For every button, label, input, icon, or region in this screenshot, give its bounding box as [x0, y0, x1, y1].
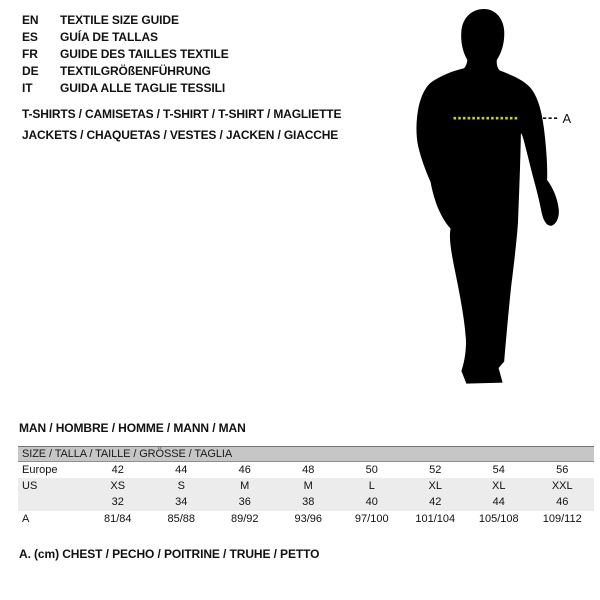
size-table — [18, 446, 594, 528]
language-code: FR — [22, 47, 38, 61]
list-item — [22, 29, 229, 46]
row-label: Europe — [22, 464, 58, 476]
list-item — [22, 46, 229, 63]
table-cell: 44 — [492, 496, 505, 508]
language-guide-list — [22, 12, 229, 97]
table-cell: 85/88 — [167, 513, 196, 525]
table-cell: 36 — [238, 496, 251, 508]
man-silhouette — [416, 9, 558, 384]
list-item — [22, 63, 229, 80]
language-code: DE — [22, 64, 39, 78]
table-cell: M — [240, 480, 250, 492]
guide-title: TEXTILE SIZE GUIDE — [60, 13, 179, 27]
table-cell: 40 — [365, 496, 378, 508]
table-row-us-numeric — [18, 494, 594, 511]
guide-title: GUÍA DE TALLAS — [60, 30, 158, 44]
measurement-footnote: A. (cm) CHEST / PECHO / POITRINE / TRUHE / PETTO — [19, 547, 320, 561]
section-heading-man: MAN / HOMBRE / HOMME / MANN / MAN — [19, 421, 246, 435]
table-cell: 54 — [492, 464, 505, 476]
table-cell: 44 — [175, 464, 188, 476]
language-code: EN — [22, 13, 39, 27]
table-cell: 56 — [556, 464, 569, 476]
row-label — [18, 494, 86, 511]
language-code: ES — [22, 30, 38, 44]
table-row-a-chest — [18, 511, 594, 528]
measurement-figure — [398, 3, 578, 393]
guide-title: TEXTILGRÖßENFÜHRUNG — [60, 64, 211, 78]
table-cell: 81/84 — [103, 513, 132, 525]
guide-title: GUIDA ALLE TAGLIE TESSILI — [60, 81, 226, 95]
table-cell: 42 — [429, 496, 442, 508]
table-cell: XS — [110, 480, 126, 492]
row-label: A — [22, 513, 30, 525]
category-line-tshirts: T-SHIRTS / CAMISETAS / T-SHIRT / T-SHIRT / MAGLIETTE — [22, 107, 342, 121]
table-cell: S — [177, 480, 185, 492]
table-cell: 101/104 — [415, 513, 456, 525]
table-row-europe — [18, 462, 594, 478]
table-cell: 38 — [302, 496, 315, 508]
table-cell: XXL — [551, 480, 573, 492]
table-cell: 52 — [429, 464, 442, 476]
table-row-us — [18, 478, 594, 494]
list-item — [22, 80, 229, 97]
table-cell: 105/108 — [478, 513, 519, 525]
table-cell: 97/100 — [354, 513, 389, 525]
table-cell: L — [368, 480, 375, 492]
table-cell: 89/92 — [230, 513, 259, 525]
table-cell: 93/96 — [294, 513, 323, 525]
man-silhouette-svg — [398, 3, 578, 393]
list-item — [22, 12, 229, 29]
table-cell: 109/112 — [542, 513, 582, 525]
table-cell: 46 — [238, 464, 251, 476]
table-cell: M — [303, 480, 313, 492]
table-cell: XL — [492, 480, 506, 492]
measure-label-a: A — [562, 111, 572, 126]
table-cell: 48 — [302, 464, 315, 476]
category-line-jackets: JACKETS / CHAQUETAS / VESTES / JACKEN / GIACCHE — [22, 128, 339, 142]
size-table-header: SIZE / TALLA / TAILLE / GRÖSSE / TAGLIA — [18, 447, 594, 462]
language-code: IT — [22, 81, 33, 95]
table-cell: XL — [428, 480, 442, 492]
table-cell: 42 — [111, 464, 124, 476]
table-cell: 32 — [111, 496, 124, 508]
row-label: US — [22, 480, 38, 492]
table-cell: 34 — [175, 496, 188, 508]
table-cell: 50 — [365, 464, 378, 476]
table-cell: 46 — [556, 496, 569, 508]
category-heading — [22, 104, 341, 146]
guide-title: GUIDE DES TAILLES TEXTILE — [60, 47, 229, 61]
